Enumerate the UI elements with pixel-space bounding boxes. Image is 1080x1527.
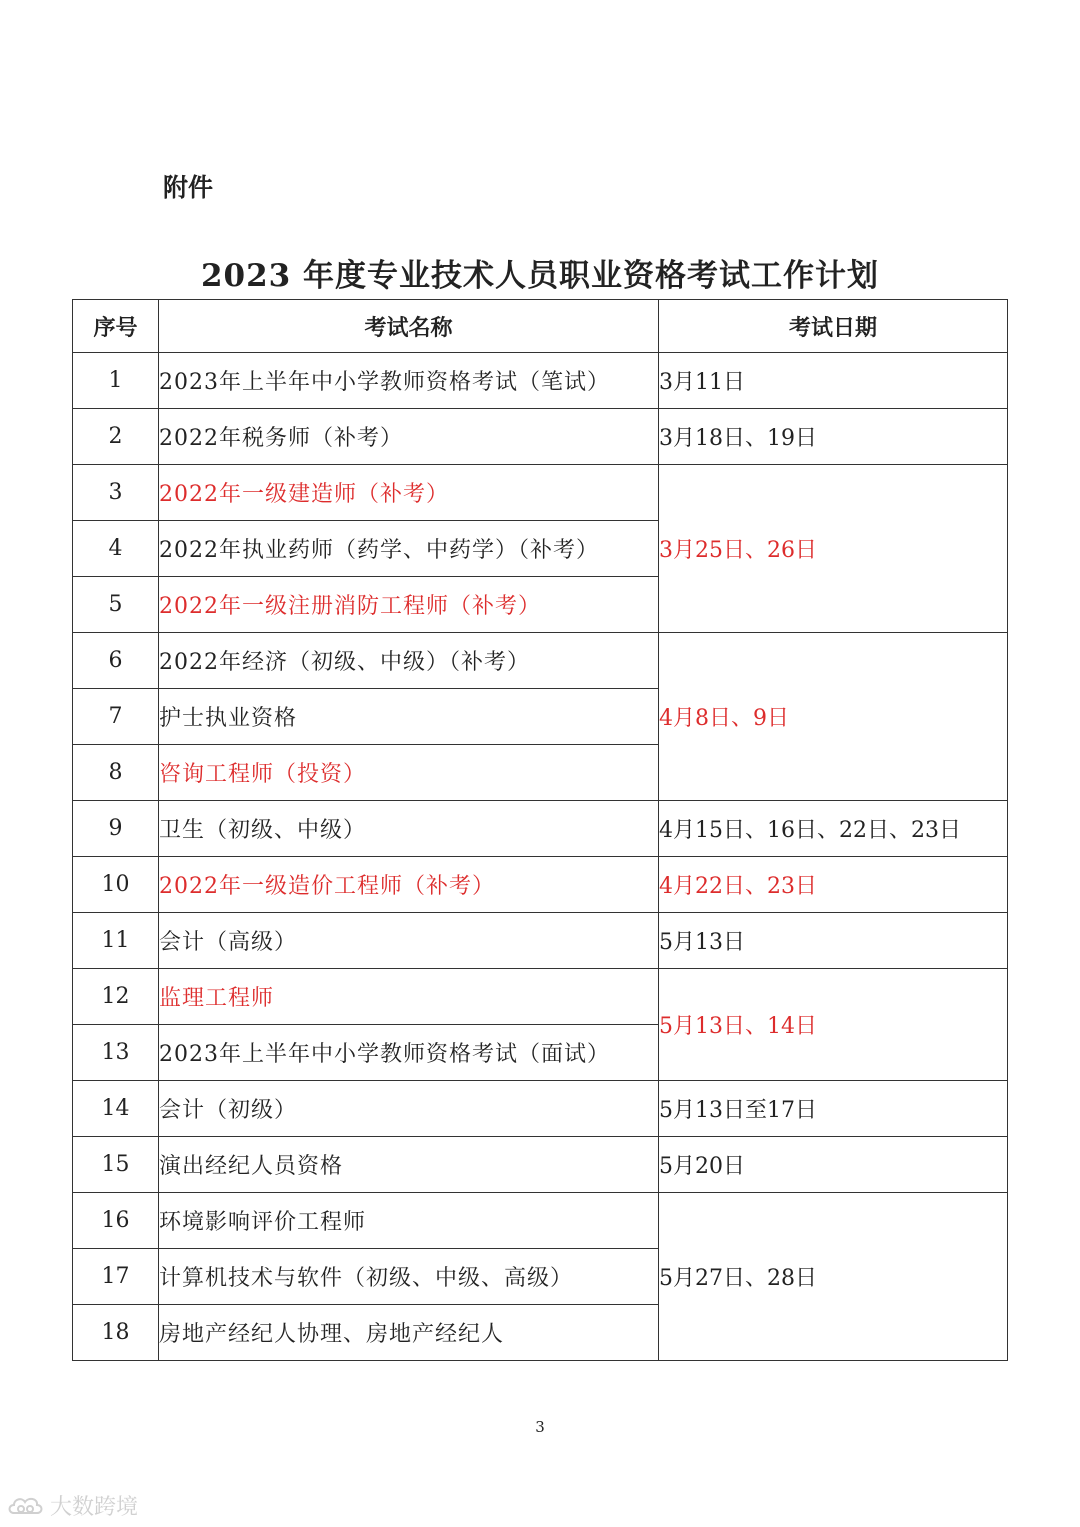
row-seq: 7 — [73, 689, 159, 745]
row-seq: 16 — [73, 1193, 159, 1249]
watermark — [6, 1490, 138, 1521]
row-exam-name: 卫生（初级、中级） — [159, 801, 659, 857]
cloud-logo-icon — [6, 1491, 46, 1521]
row-exam-date: 5月20日 — [659, 1137, 1008, 1193]
header-exam-date: 考试日期 — [659, 300, 1008, 353]
attachment-label: 附件 — [163, 173, 214, 202]
row-seq: 3 — [73, 465, 159, 521]
row-exam-name: 咨询工程师（投资） — [159, 745, 659, 801]
row-exam-date: 3月18日、19日 — [659, 409, 1008, 465]
row-exam-name: 演出经纪人员资格 — [159, 1137, 659, 1193]
row-seq: 5 — [73, 577, 159, 633]
row-exam-name: 护士执业资格 — [159, 689, 659, 745]
row-exam-name: 会计（高级） — [159, 913, 659, 969]
table-header-row — [73, 300, 1008, 353]
row-exam-name: 监理工程师 — [159, 969, 659, 1025]
row-seq: 2 — [73, 409, 159, 465]
row-seq: 15 — [73, 1137, 159, 1193]
table-row — [73, 1193, 1008, 1249]
row-seq: 6 — [73, 633, 159, 689]
table-row — [73, 969, 1008, 1025]
table-row — [73, 857, 1008, 913]
row-exam-name: 2023年上半年中小学教师资格考试（笔试） — [159, 353, 659, 409]
row-exam-name: 2022年税务师（补考） — [159, 409, 659, 465]
row-seq: 10 — [73, 857, 159, 913]
header-seq: 序号 — [73, 300, 159, 353]
row-exam-date: 4月22日、23日 — [659, 857, 1008, 913]
row-exam-name: 2023年上半年中小学教师资格考试（面试） — [159, 1025, 659, 1081]
table-row — [73, 465, 1008, 521]
page-number: 3 — [535, 1418, 545, 1436]
row-exam-date: 5月27日、28日 — [659, 1193, 1008, 1361]
row-seq: 18 — [73, 1305, 159, 1361]
row-exam-name: 2022年一级建造师（补考） — [159, 465, 659, 521]
row-seq: 4 — [73, 521, 159, 577]
row-seq: 1 — [73, 353, 159, 409]
row-exam-date: 3月25日、26日 — [659, 465, 1008, 633]
row-seq: 9 — [73, 801, 159, 857]
row-exam-name: 会计（初级） — [159, 1081, 659, 1137]
row-exam-date: 5月13日至17日 — [659, 1081, 1008, 1137]
row-exam-name: 2022年一级造价工程师（补考） — [159, 857, 659, 913]
row-seq: 11 — [73, 913, 159, 969]
table-row — [73, 353, 1008, 409]
table-row — [73, 633, 1008, 689]
row-exam-name: 2022年一级注册消防工程师（补考） — [159, 577, 659, 633]
row-exam-date: 3月11日 — [659, 353, 1008, 409]
header-exam-name: 考试名称 — [159, 300, 659, 353]
row-seq: 13 — [73, 1025, 159, 1081]
table-row — [73, 1081, 1008, 1137]
row-exam-date: 5月13日 — [659, 913, 1008, 969]
exam-schedule-table — [72, 299, 1008, 1361]
row-exam-name: 环境影响评价工程师 — [159, 1193, 659, 1249]
watermark-text: 大数跨境 — [50, 1495, 139, 1520]
row-seq: 17 — [73, 1249, 159, 1305]
row-exam-name: 房地产经纪人协理、房地产经纪人 — [159, 1305, 659, 1361]
row-seq: 14 — [73, 1081, 159, 1137]
table-row — [73, 801, 1008, 857]
page-title: 2023 年度专业技术人员职业资格考试工作计划 — [200, 258, 880, 294]
row-exam-name: 2022年执业药师（药学、中药学）（补考） — [159, 521, 659, 577]
row-exam-date: 5月13日、14日 — [659, 969, 1008, 1081]
table-row — [73, 409, 1008, 465]
table-row — [73, 913, 1008, 969]
row-exam-name: 计算机技术与软件（初级、中级、高级） — [159, 1249, 659, 1305]
row-exam-date: 4月15日、16日、22日、23日 — [659, 801, 1008, 857]
row-exam-date: 4月8日、9日 — [659, 633, 1008, 801]
table-row — [73, 1137, 1008, 1193]
row-seq: 8 — [73, 745, 159, 801]
row-seq: 12 — [73, 969, 159, 1025]
row-exam-name: 2022年经济（初级、中级）（补考） — [159, 633, 659, 689]
